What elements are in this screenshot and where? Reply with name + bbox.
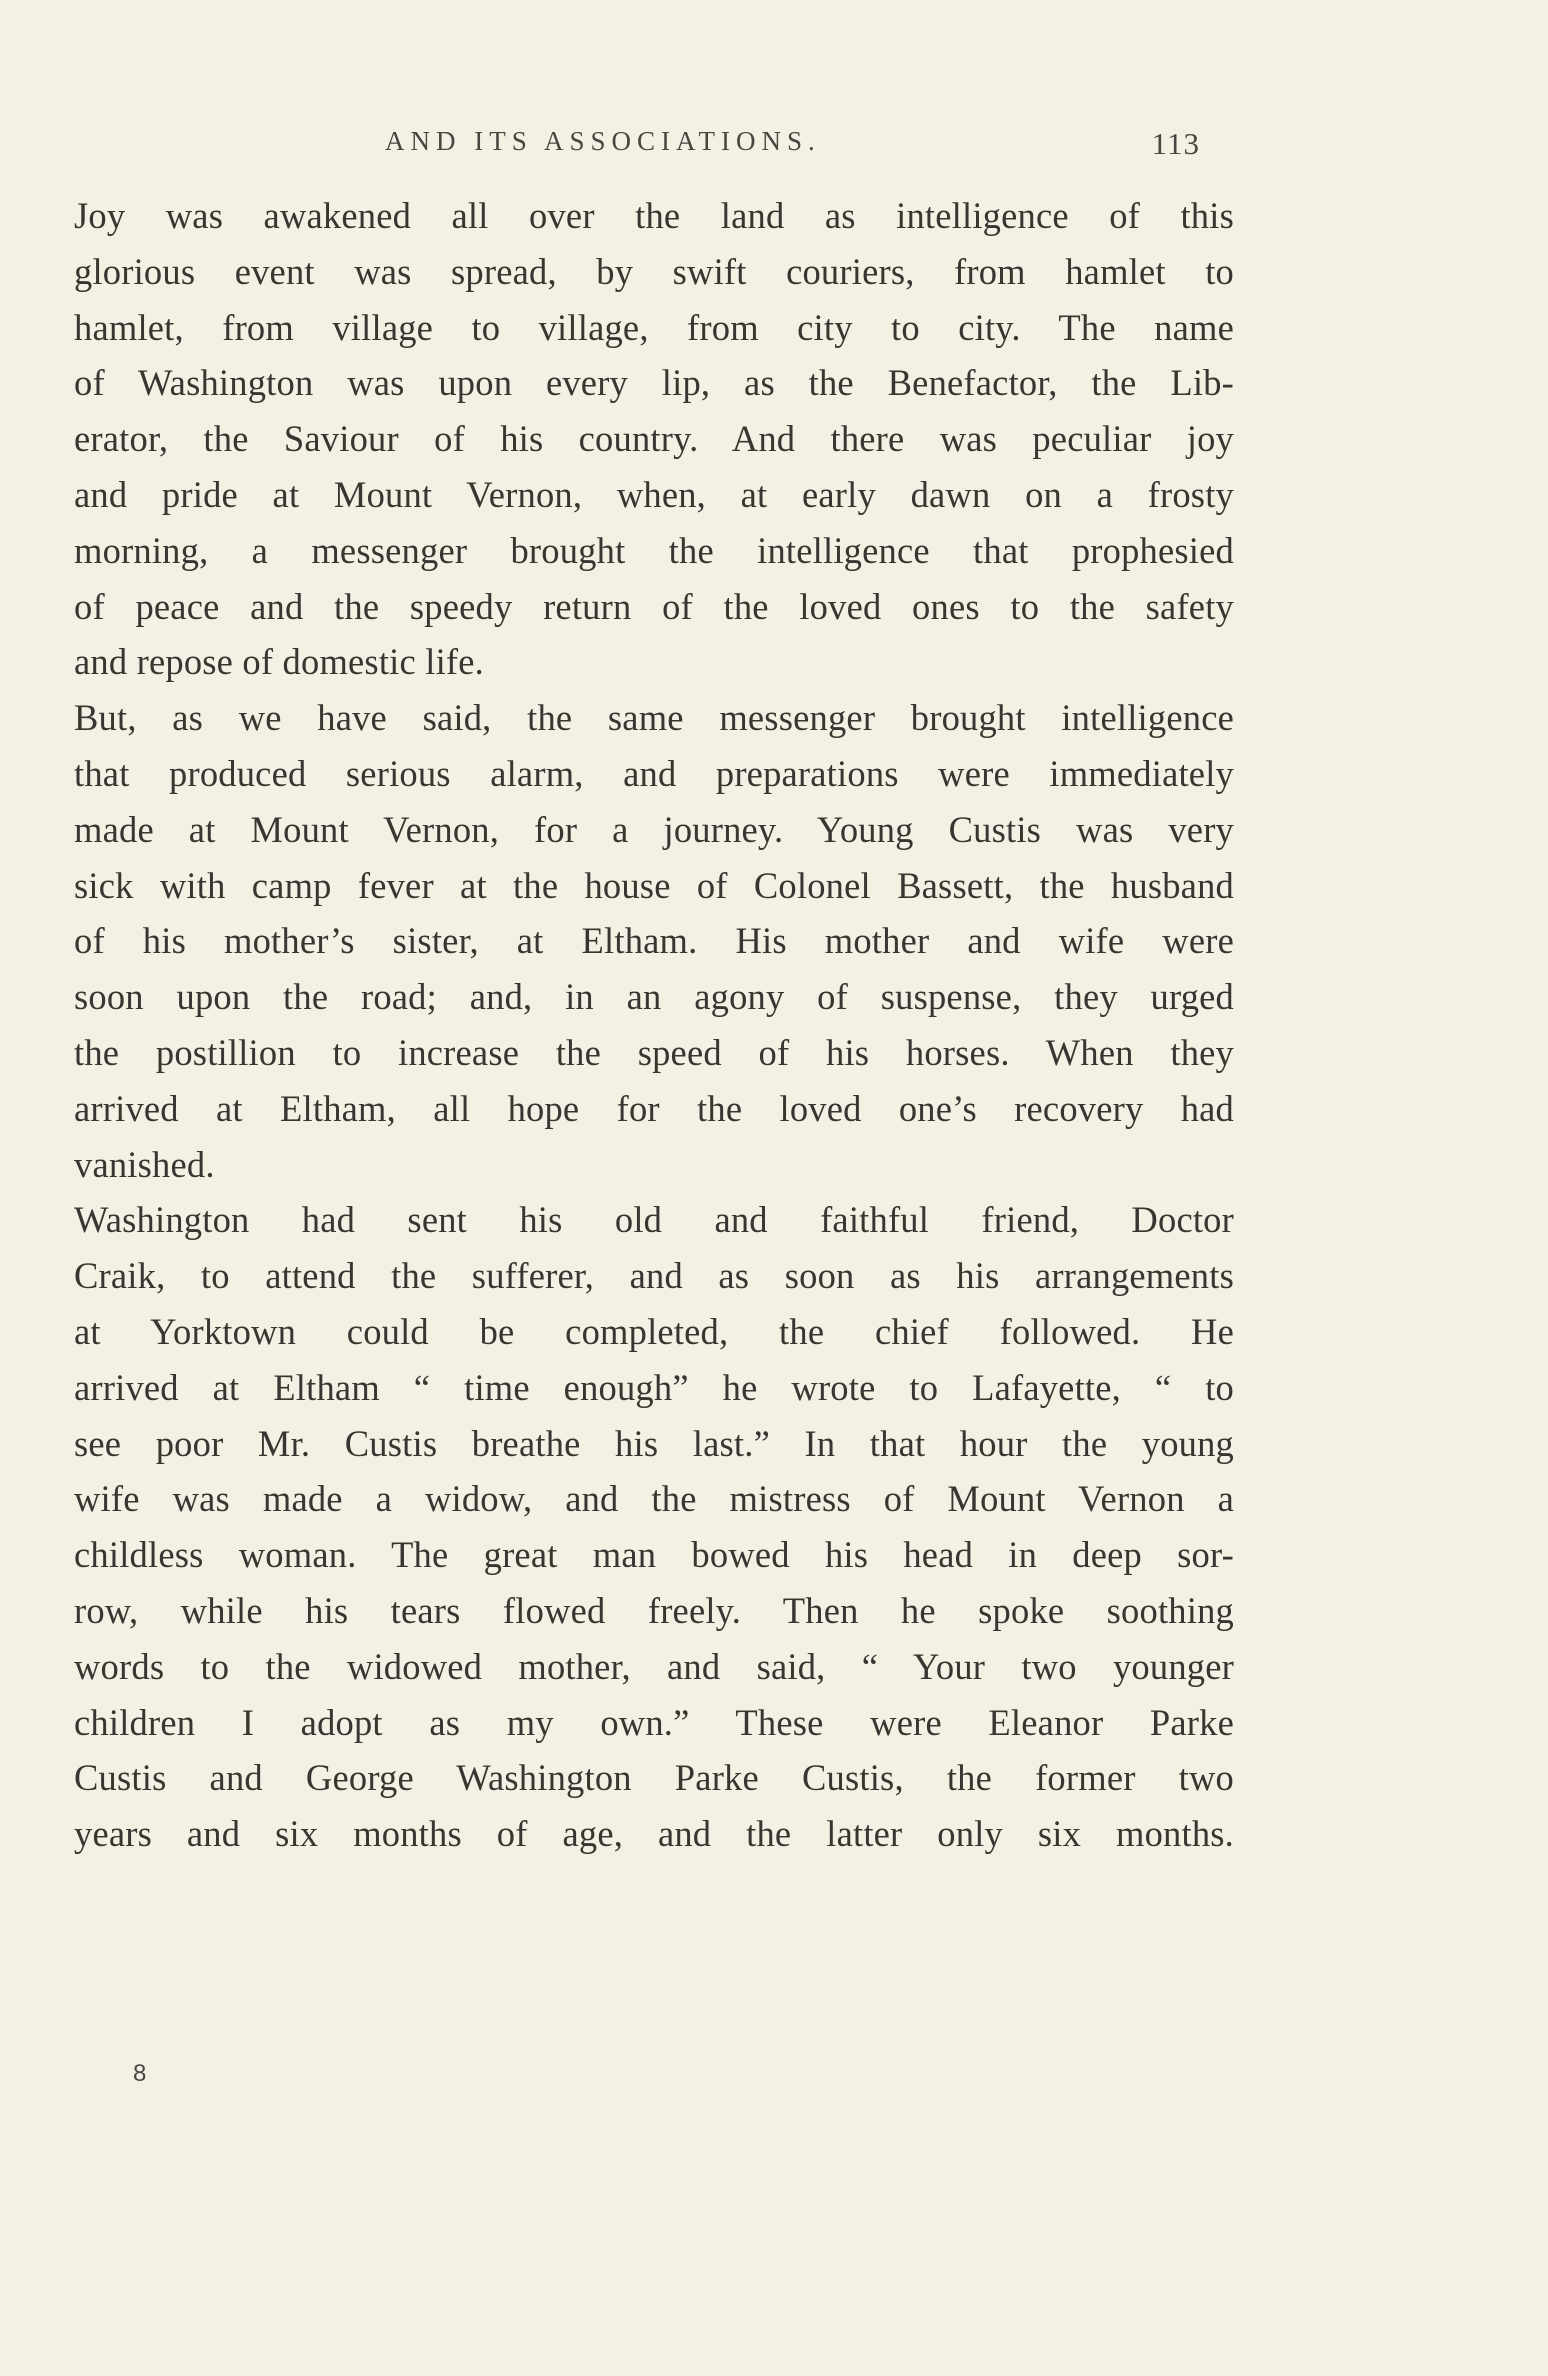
text-line: that produced serious alarm, and preparations were immediately xyxy=(74,752,1234,794)
text-line: the postillion to increase the speed of his horses. When they xyxy=(74,1031,1234,1073)
text-line: vanished. xyxy=(74,1143,215,1185)
text-line: and repose of domestic life. xyxy=(74,641,485,683)
text-line: erator, the Saviour of his country. And there was peculiar joy xyxy=(74,418,1234,460)
text-line: words to the widowed mother, and said, “ Your two younger xyxy=(74,1645,1234,1687)
text-line: arrived at Eltham, all hope for the loved one’s recovery had xyxy=(74,1087,1234,1129)
text-line: sick with camp fever at the house of Colonel Bassett, the husband xyxy=(74,864,1234,906)
text-line: years and six months of age, and the latter only six months. xyxy=(74,1813,1234,1855)
running-title: AND ITS ASSOCIATIONS. xyxy=(385,126,821,156)
text-line: of his mother’s sister, at Eltham. His mother and wife were xyxy=(74,920,1234,962)
text-line: Joy was awakened all over the land as intelligence of this xyxy=(74,195,1234,236)
text-line: Custis and George Washington Parke Custis, the former two xyxy=(74,1757,1234,1799)
text-line: glorious event was spread, by swift couriers, from hamlet to xyxy=(74,250,1234,292)
text-line: see poor Mr. Custis breathe his last.” In that hour the young xyxy=(74,1422,1234,1464)
text-line: soon upon the road; and, in an agony of suspense, they urged xyxy=(74,976,1234,1018)
page-number: 113 xyxy=(1151,126,1200,161)
text-line: children I adopt as my own.” These were Eleanor Parke xyxy=(74,1701,1234,1743)
body-text xyxy=(74,188,1234,1862)
text-line: of Washington was upon every lip, as the Benefactor, the Lib- xyxy=(74,362,1234,404)
text-line: row, while his tears flowed freely. Then he spoke soothing xyxy=(74,1589,1234,1631)
text-line: of peace and the speedy return of the loved ones to the safety xyxy=(74,585,1234,627)
text-line: arrived at Eltham “ time enough” he wrote to Lafayette, “ to xyxy=(74,1366,1234,1408)
text-line: childless woman. The great man bowed his head in deep sor- xyxy=(74,1534,1234,1576)
signature-mark: 8 xyxy=(133,2060,147,2087)
text-line: Washington had sent his old and faithful friend, Doctor xyxy=(74,1199,1234,1241)
text-line: and pride at Mount Vernon, when, at early dawn on a frosty xyxy=(74,473,1234,515)
text-line: Craik, to attend the sufferer, and as soon as his arrangements xyxy=(74,1255,1234,1297)
text-line: wife was made a widow, and the mistress of Mount Vernon a xyxy=(74,1478,1234,1520)
running-head xyxy=(385,126,1200,166)
text-line: But, as we have said, the same messenger brought intelligence xyxy=(74,697,1234,739)
text-line: morning, a messenger brought the intelligence that prophesied xyxy=(74,529,1234,571)
text-line: made at Mount Vernon, for a journey. Young Custis was very xyxy=(74,808,1234,850)
text-line: at Yorktown could be completed, the chief followed. He xyxy=(74,1310,1234,1352)
text-line: hamlet, from village to village, from city to city. The name xyxy=(74,306,1234,348)
